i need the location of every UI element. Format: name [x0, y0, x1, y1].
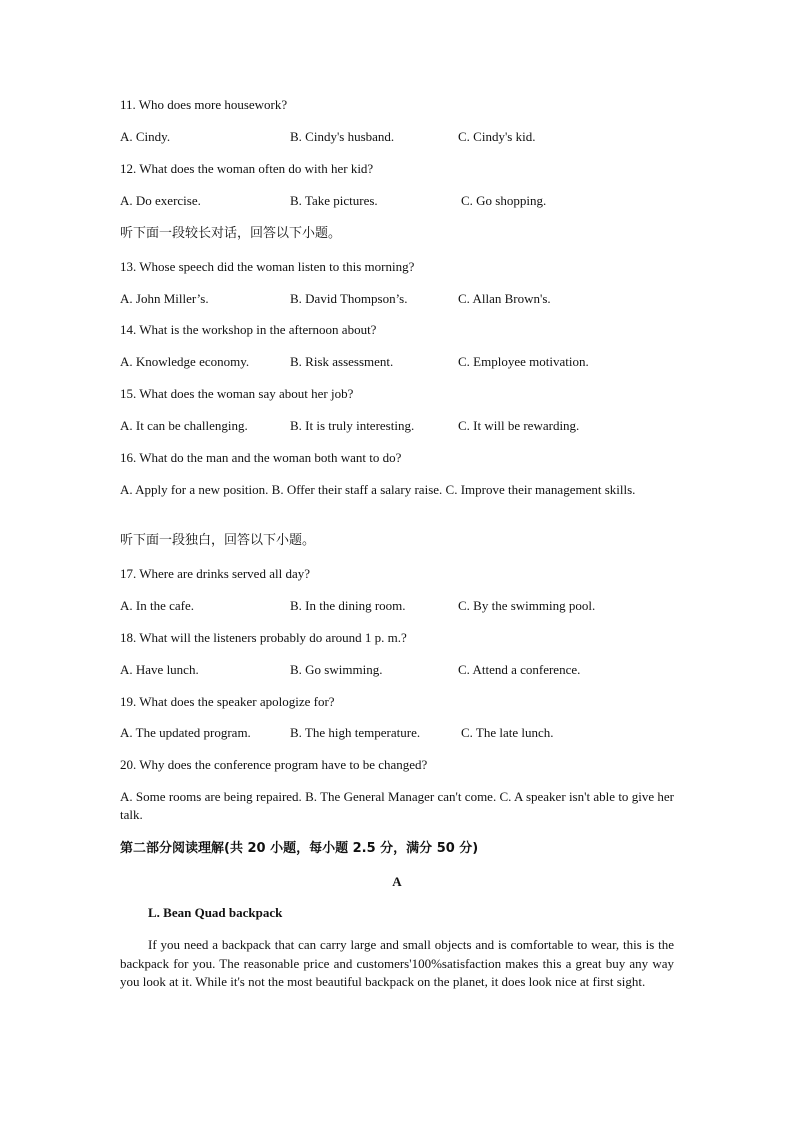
q12-option-a: A. Do exercise. — [120, 193, 201, 208]
q12-option-c: C. Go shopping. — [461, 193, 547, 208]
q18-option-b: B. Go swimming. — [290, 662, 383, 677]
q11-option-b: B. Cindy's husband. — [290, 129, 395, 144]
q18-option-a: A. Have lunch. — [120, 662, 199, 677]
q14-option-a: A. Knowledge economy. — [120, 354, 250, 369]
instruction-long-dialogue: 听下面一段较长对话，回答以下小题。 — [120, 226, 342, 241]
question-19: 19. What does the speaker apologize for? — [120, 694, 335, 709]
q16-options: A. Apply for a new position. B. Offer their staff a salary raise. C. Improve their management skills. — [120, 482, 636, 497]
q17-option-c: C. By the swimming pool. — [458, 598, 596, 613]
q19-option-b: B. The high temperature. — [290, 725, 421, 740]
passage-paragraph: If you need a backpack that can carry large and small objects and is comfortable to wear, this is the backpack for you. The reasonable price and customers'100%satisfaction makes this a great buy any way you look at it. While it's not the most beautiful backpack on the planet, it does look nice at first sight. — [120, 937, 674, 989]
question-13: 13. Whose speech did the woman listen to this morning? — [120, 259, 415, 274]
q13-option-c: C. Allan Brown's. — [458, 291, 551, 306]
question-15: 15. What does the woman say about her job? — [120, 386, 354, 401]
passage-label: A — [392, 874, 402, 889]
section-2-heading: 第二部分阅读理解(共 20 小题，每小题 2.5 分，满分 50 分) — [120, 841, 479, 856]
question-20: 20. Why does the conference program have to be changed? — [120, 757, 428, 772]
q12-option-b: B. Take pictures. — [290, 193, 378, 208]
question-14: 14. What is the workshop in the afternoon about? — [120, 322, 377, 337]
q11-option-a: A. Cindy. — [120, 129, 171, 144]
instruction-monologue: 听下面一段独白，回答以下小题。 — [120, 533, 316, 548]
q15-option-c: C. It will be rewarding. — [458, 418, 580, 433]
q11-option-c: C. Cindy's kid. — [458, 129, 536, 144]
question-12: 12. What does the woman often do with her kid? — [120, 161, 374, 176]
q15-option-a: A. It can be challenging. — [120, 418, 248, 433]
q19-option-c: C. The late lunch. — [461, 725, 554, 740]
q14-option-c: C. Employee motivation. — [458, 354, 589, 369]
q13-option-b: B. David Thompson’s. — [290, 291, 408, 306]
q19-option-a: A. The updated program. — [120, 725, 251, 740]
q17-option-b: B. In the dining room. — [290, 598, 406, 613]
q14-option-b: B. Risk assessment. — [290, 354, 394, 369]
q17-option-a: A. In the cafe. — [120, 598, 194, 613]
question-11: 11. Who does more housework? — [120, 97, 288, 112]
q18-option-c: C. Attend a conference. — [458, 662, 581, 677]
q13-option-a: A. John Miller’s. — [120, 291, 209, 306]
question-16: 16. What do the man and the woman both want to do? — [120, 450, 402, 465]
question-18: 18. What will the listeners probably do around 1 p. m.? — [120, 630, 407, 645]
q15-option-b: B. It is truly interesting. — [290, 418, 415, 433]
question-17: 17. Where are drinks served all day? — [120, 566, 310, 581]
q20-options: A. Some rooms are being repaired. B. The General Manager can't come. C. A speaker isn't able to give her talk. — [120, 789, 674, 822]
passage-title: L. Bean Quad backpack — [148, 905, 283, 920]
